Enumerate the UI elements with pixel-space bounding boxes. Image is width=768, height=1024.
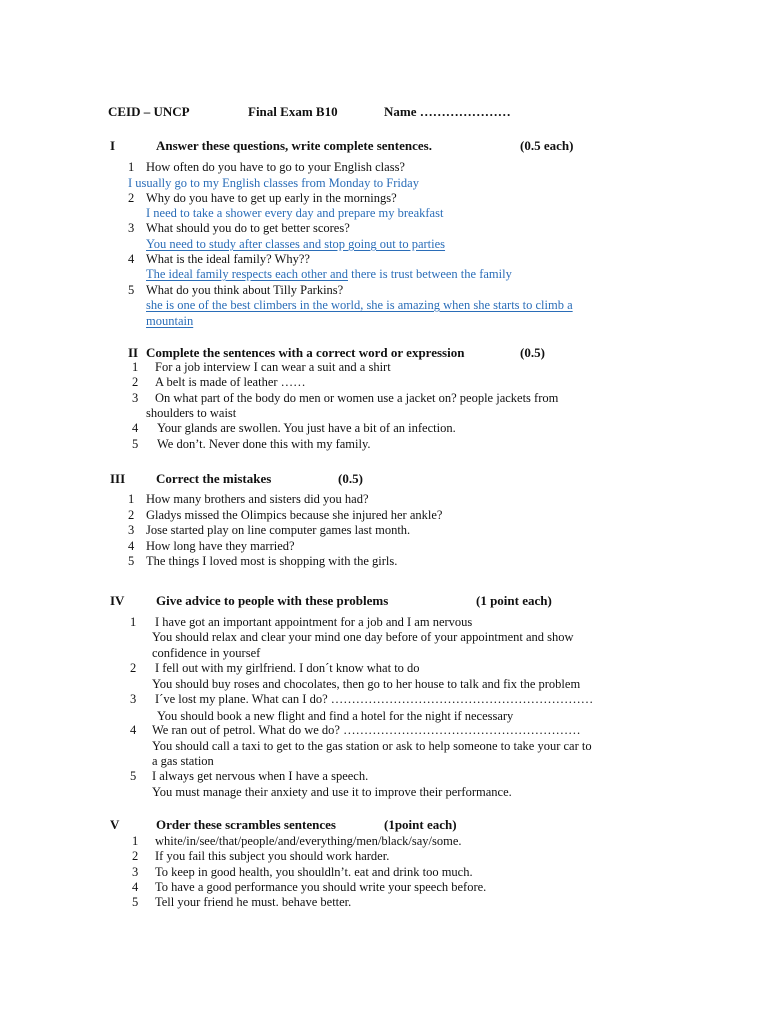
item-number: 1 <box>128 160 135 174</box>
advice-text-continued: a gas station <box>152 754 214 768</box>
section-4-title: Give advice to people with these problems <box>156 593 389 608</box>
item-number: 4 <box>132 880 139 894</box>
sentence-text: A belt is made of leather …… <box>155 375 306 389</box>
section-4-points: (1 point each) <box>476 593 552 608</box>
item-number: 1 <box>130 615 137 629</box>
item-number: 2 <box>132 849 139 863</box>
item-number: 2 <box>128 508 135 522</box>
item-number: 5 <box>132 437 139 451</box>
advice-text: You should call a taxi to get to the gas station or ask to help someone to take your car to <box>152 739 592 753</box>
advice-text: You should buy roses and chocolates, then go to her house to talk and fix the problem <box>152 677 581 691</box>
section-2-numeral: II <box>128 345 139 360</box>
advice-text: You should relax and clear your mind one day before of your appointment and show <box>152 630 574 644</box>
item-number: 5 <box>132 895 139 909</box>
item-number: 3 <box>128 221 135 235</box>
advice-text: You should book a new flight and find a hotel for the night if necessary <box>157 709 514 723</box>
problem-text: We ran out of petrol. What do we do? ………………………………………………… <box>152 723 581 737</box>
school-name: CEID – UNCP <box>108 104 190 119</box>
item-number: 3 <box>132 391 139 405</box>
section-1-title: Answer these questions, write complete sentences. <box>156 138 432 153</box>
sentence-text: To keep in good health, you shouldln’t. eat and drink too much. <box>155 865 473 879</box>
sentence-text: For a job interview I can wear a suit and a shirt <box>155 360 391 374</box>
item-number: 4 <box>128 252 135 266</box>
sentence-text: The things I loved most is shopping with the girls. <box>146 554 398 568</box>
section-3-points: (0.5) <box>338 471 363 486</box>
sentence-text: Tell your friend he must. behave better. <box>155 895 352 909</box>
answer-text: she is one of the best climbers in the world, she is amazing when she starts to climb a <box>146 298 573 312</box>
sentence-text: If you fail this subject you should work harder. <box>155 849 390 863</box>
question-text: What is the ideal family? Why?? <box>146 252 310 266</box>
section-2-title: Complete the sentences with a correct word or expression <box>146 345 465 360</box>
section-2-points: (0.5) <box>520 345 545 360</box>
question-text: How often do you have to go to your English class? <box>146 160 405 174</box>
answer-text <box>146 267 512 282</box>
answer-plain-part: there is trust between the family <box>348 267 512 281</box>
item-number: 4 <box>130 723 137 737</box>
sentence-text: Gladys missed the Olimpics because she injured her ankle? <box>146 508 443 522</box>
problem-text: I always get nervous when I have a speech. <box>152 769 369 783</box>
sentence-text: How many brothers and sisters did you had? <box>146 492 369 506</box>
item-number: 2 <box>128 191 135 205</box>
section-5-points: (1point each) <box>384 817 457 832</box>
item-number: 3 <box>132 865 139 879</box>
section-5-title: Order these scrambles sentences <box>156 817 336 832</box>
item-number: 4 <box>132 421 139 435</box>
item-number: 4 <box>128 539 135 553</box>
exam-title: Final Exam B10 <box>248 104 338 119</box>
section-3-title: Correct the mistakes <box>156 471 272 486</box>
name-field-label: Name ………………… <box>384 104 511 119</box>
sentence-text: To have a good performance you should write your speech before. <box>155 880 487 894</box>
question-text: What do you think about Tilly Parkins? <box>146 283 344 297</box>
item-number: 5 <box>128 283 135 297</box>
sentence-text: Jose started play on line computer games last month. <box>146 523 411 537</box>
sentence-text: white/in/see/that/people/and/everything/men/black/say/some. <box>155 834 462 848</box>
answer-text: I usually go to my English classes from Monday to Friday <box>128 176 419 190</box>
problem-text: I have got an important appointment for a job and I am nervous <box>155 615 473 629</box>
sentence-text: How long have they married? <box>146 539 295 553</box>
item-number: 5 <box>128 554 135 568</box>
item-number: 1 <box>132 360 139 374</box>
section-5-numeral: V <box>110 817 120 832</box>
sentence-text: Your glands are swollen. You just have a bit of an infection. <box>157 421 456 435</box>
item-number: 1 <box>128 492 135 506</box>
item-number: 3 <box>130 692 137 706</box>
sentence-text: We don’t. Never done this with my family. <box>157 437 371 451</box>
question-text: Why do you have to get up early in the mornings? <box>146 191 397 205</box>
problem-text: I´ve lost my plane. What can I do? ……………………………………………………… <box>155 692 594 706</box>
sentence-text: On what part of the body do men or women use a jacket on? people jackets from <box>155 391 559 405</box>
sentence-text-continued: shoulders to waist <box>146 406 237 420</box>
section-1-points: (0.5 each) <box>520 138 574 153</box>
item-number: 3 <box>128 523 135 537</box>
item-number: 1 <box>132 834 139 848</box>
section-1-numeral: I <box>110 138 116 153</box>
advice-text-continued: confidence in yoursef <box>152 646 261 660</box>
answer-text: I need to take a shower every day and prepare my breakfast <box>146 206 444 220</box>
section-4-numeral: IV <box>110 593 125 608</box>
item-number: 5 <box>130 769 137 783</box>
section-3-numeral: III <box>110 471 126 486</box>
item-number: 2 <box>132 375 139 389</box>
advice-text: You must manage their anxiety and use it to improve their performance. <box>152 785 512 799</box>
answer-underlined-part: The ideal family respects each other and <box>146 267 348 281</box>
problem-text: I fell out with my girlfriend. I don´t know what to do <box>155 661 420 675</box>
question-text: What should you do to get better scores? <box>146 221 350 235</box>
item-number: 2 <box>130 661 137 675</box>
answer-text: You need to study after classes and stop going out to parties <box>146 237 446 251</box>
answer-text-continued: mountain <box>146 314 194 328</box>
